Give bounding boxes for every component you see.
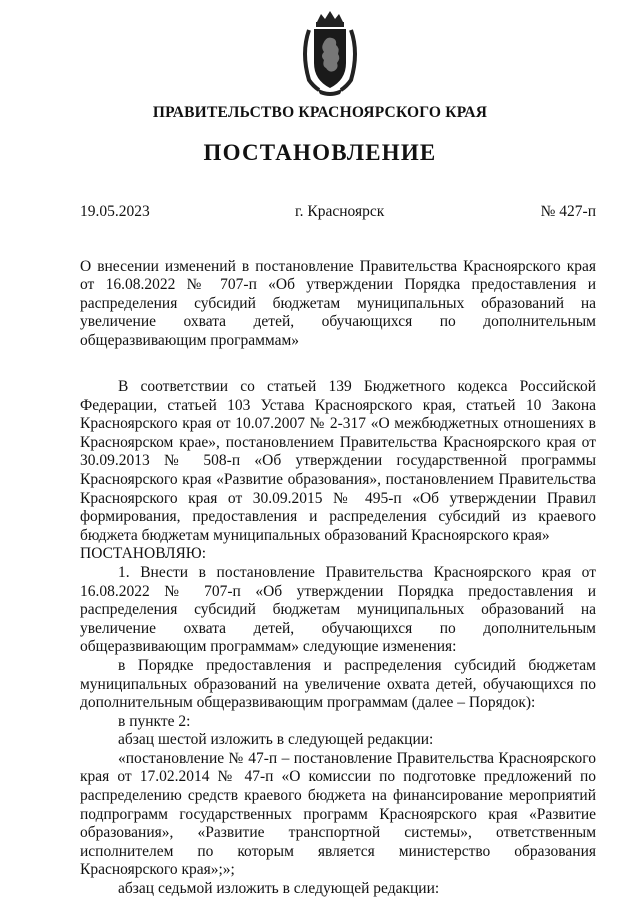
document-date: 19.05.2023 xyxy=(80,203,150,220)
government-name: ПРАВИТЕЛЬСТВО КРАСНОЯРСКОГО КРАЯ xyxy=(152,104,488,121)
order-paragraph: в Порядке предоставления и распределения субсидий бюджетам муниципальных образований на увеличение охвата детей, обучающихся по дополнительным общеразвивающим программам (далее – Порядок): xyxy=(80,656,596,712)
paragraph-6-line: абзац шестой изложить в следующей редакции: xyxy=(118,731,434,749)
coat-of-arms-icon xyxy=(299,8,361,96)
document-city: г. Красноярск xyxy=(295,203,385,220)
resolve-line: ПОСТАНОВЛЯЮ: xyxy=(80,545,207,563)
document-body xyxy=(80,378,596,899)
document-number: № 427-п xyxy=(540,203,596,220)
point-2-paragraph: в пункте 2: xyxy=(118,712,191,730)
paragraph-7-line: абзац седьмой изложить в следующей редакции: xyxy=(118,880,440,898)
document-subject: О внесении изменений в постановление Правительства Красноярского края от 16.08.2022 № 707-п «Об утверждении Порядка предоставления и распределения субсидий бюджетам муниципальных образований на увеличение охвата детей, обучающихся по дополнительным общеразвивающим программам» xyxy=(80,258,596,349)
preamble-paragraph: В соответствии со статьей 139 Бюджетного кодекса Российской Федерации, статьей 103 Устава Красноярского края, статьей 10 Закона Красноярского края от 10.07.2007 № 2-317 «О межбюджетных отношениях в Красноярском крае», постановлением Правительства Красноярского края от 30.09.2013 № 508-п «Об утверждении государственной программы Красноярского края «Развитие образования», постановлением Правительства Красноярского края от 30.09.2015 № 495-п «Об утверждении Правил формирования, предоставления и распределения субсидий из краевого бюджета бюджетам муниципальных образований Красноярского края» xyxy=(80,378,596,544)
item-1-paragraph: 1. Внести в постановление Правительства Красноярского края от 16.08.2022 № 707-п «Об утверждении Порядка предоставления и распределения субсидий бюджетам муниципальных образований на увеличение охвата детей, обучающихся по дополнительным общеразвивающим программам» следующие изменения: xyxy=(80,563,596,656)
document-title: ПОСТАНОВЛЕНИЕ xyxy=(203,140,437,165)
document-meta xyxy=(80,203,596,223)
quote-paragraph: «постановление № 47-п – постановление Правительства Красноярского края от 17.02.2014 № 47-п «О комиссии по подготовке предложений по распределению средств краевого бюджета на финансирование мероприятий подпрограмм государственных программ Красноярского края «Развитие образования», «Развитие транспортной системы», ответственным исполнителем по которым является министерство образования Красноярского края»;»; xyxy=(80,749,596,879)
